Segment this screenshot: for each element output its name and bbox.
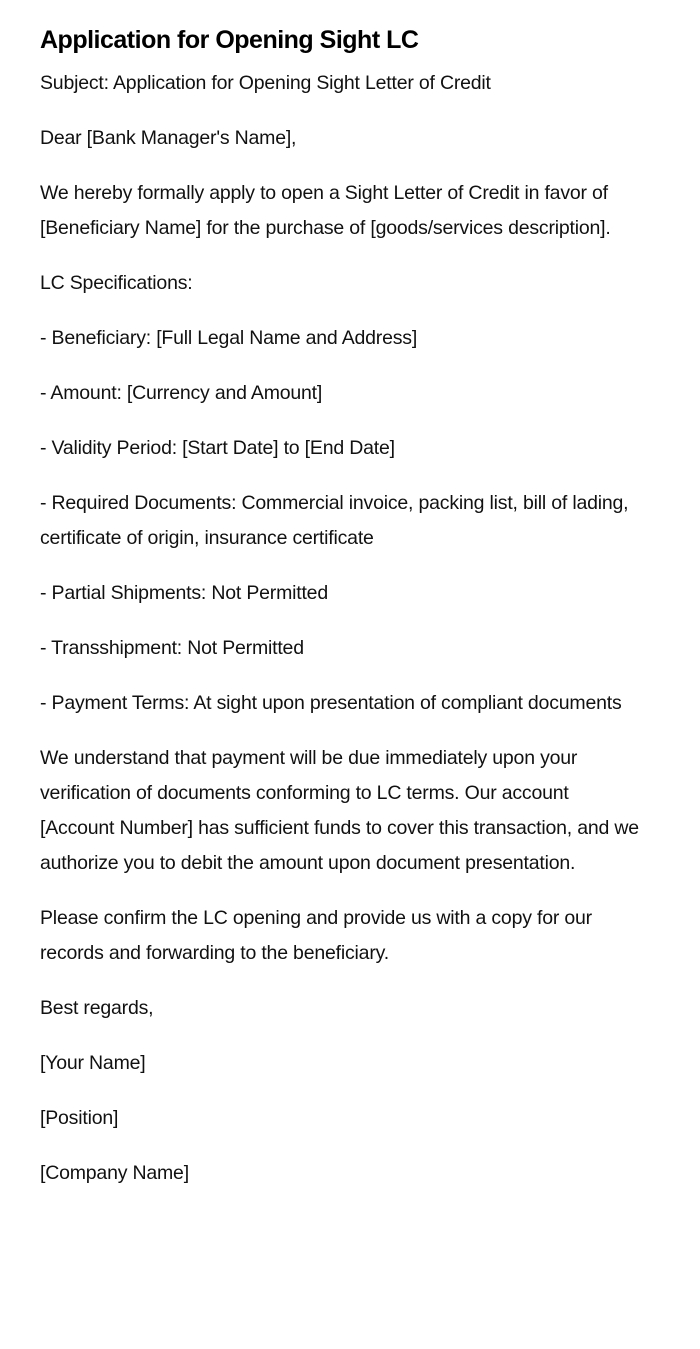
spec-transshipment: - Transshipment: Not Permitted <box>40 637 304 659</box>
salutation: Dear [Bank Manager's Name], <box>40 127 297 149</box>
signature-name: [Your Name] <box>40 1052 146 1074</box>
closing: Best regards, <box>40 997 154 1019</box>
spec-beneficiary: - Beneficiary: [Full Legal Name and Address] <box>40 327 418 349</box>
signature-company: [Company Name] <box>40 1162 189 1184</box>
understanding-paragraph: We understand that payment will be due immediately upon your verification of documents conforming to LC terms. Our account [Account Number] has sufficient funds to cover this transaction, and we authorize you to debit the amount upon document presentation. <box>40 747 639 874</box>
spec-required-documents: - Required Documents: Commercial invoice, packing list, bill of lading, certificate of origin, insurance certificate <box>40 492 629 549</box>
document-title: Application for Opening Sight LC <box>40 26 419 54</box>
request-paragraph: Please confirm the LC opening and provide us with a copy for our records and forwarding to the beneficiary. <box>40 907 592 964</box>
spec-partial-shipments: - Partial Shipments: Not Permitted <box>40 582 328 604</box>
specs-heading: LC Specifications: <box>40 272 193 294</box>
spec-validity-period: - Validity Period: [Start Date] to [End Date] <box>40 437 395 459</box>
intro-paragraph: We hereby formally apply to open a Sight Letter of Credit in favor of [Beneficiary Name] for the purchase of [goods/services description]. <box>40 182 611 239</box>
spec-payment-terms: - Payment Terms: At sight upon presentation of compliant documents <box>40 692 622 714</box>
spec-amount: - Amount: [Currency and Amount] <box>40 382 323 404</box>
subject-line: Subject: Application for Opening Sight Letter of Credit <box>40 72 491 94</box>
signature-position: [Position] <box>40 1107 119 1129</box>
